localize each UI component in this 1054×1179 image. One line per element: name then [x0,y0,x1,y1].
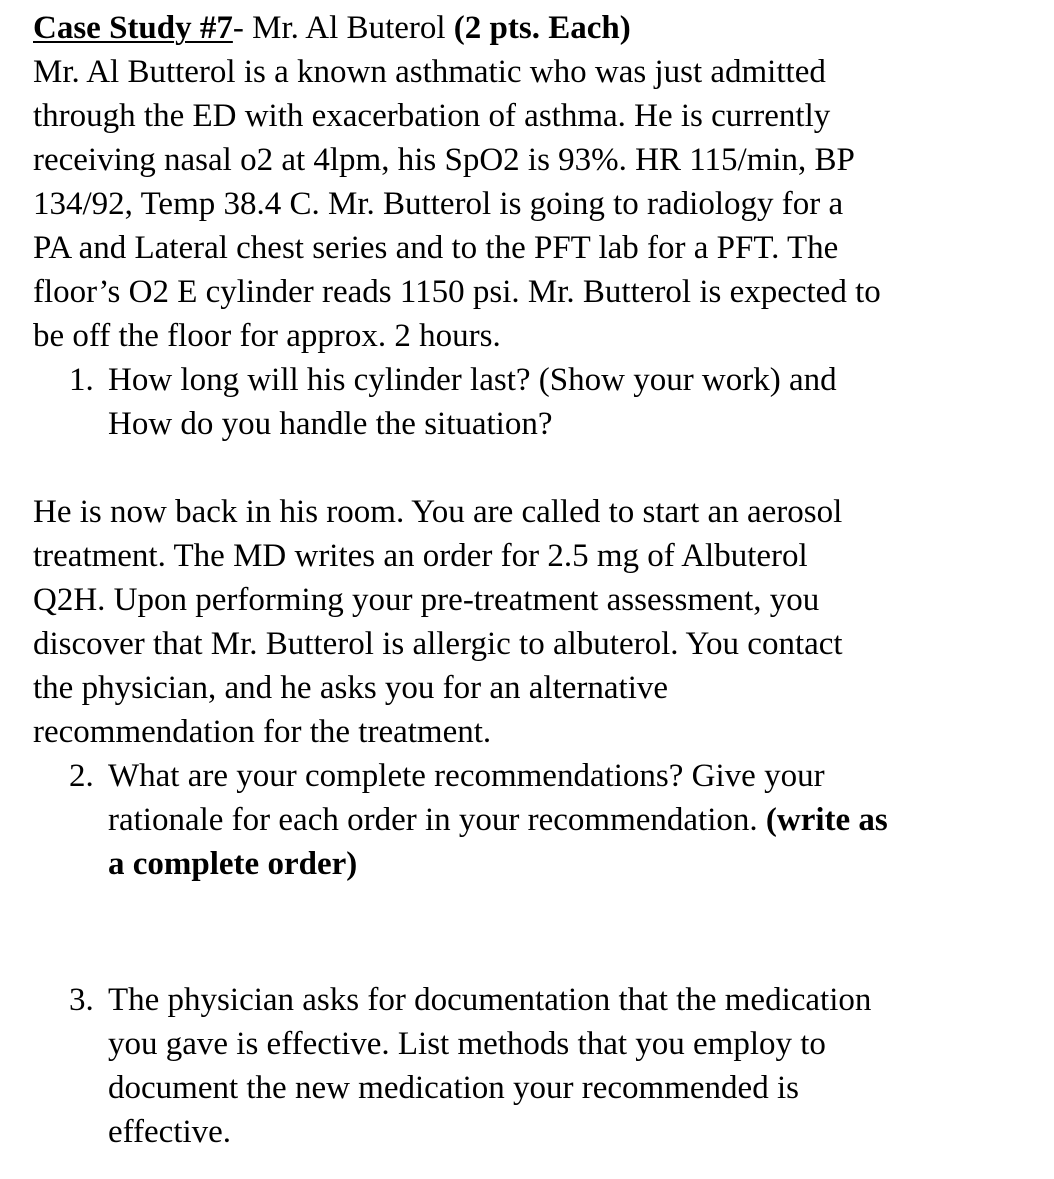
case-study-label: Case Study #7 [33,10,233,46]
question-3-continued [33,1066,1033,1110]
case-study-heading [33,6,1033,50]
intro-line: be off the floor for approx. 2 hours. [33,318,501,354]
question-3-text: document the new medication your recommended is [108,1070,799,1106]
intro-line: Mr. Al Butterol is a known asthmatic who was just admitted [33,54,826,90]
intro-line: receiving nasal o2 at 4lpm, his SpO2 is 93%. HR 115/min, BP [33,142,855,178]
question-2-text: What are your complete recommendations? Give your [108,758,825,794]
question-1-number: 1. [69,362,94,398]
question-2-rationale: rationale for each order in your recommendation. [108,802,766,838]
question-2-text [108,798,888,842]
spacer [33,446,1033,490]
question-3-number: 3. [69,982,94,1018]
scenario-line: recommendation for the treatment. [33,714,492,750]
case-study-document [33,6,1033,1154]
intro-line: through the ED with exacerbation of asthma. He is currently [33,98,831,134]
scenario-line: discover that Mr. Butterol is allergic to albuterol. You contact [33,626,843,662]
question-2-continued [33,798,1033,842]
question-2 [33,754,1033,798]
question-1-continued [33,402,1033,446]
question-2-instruction: (write as [765,802,888,838]
intro-line: floor’s O2 E cylinder reads 1150 psi. Mr. Butterol is expected to [33,274,881,310]
question-2-instruction: a complete order) [108,846,358,882]
question-3-text: The physician asks for documentation that the medication [108,982,872,1018]
question-1-text: How long will his cylinder last? (Show your work) and [108,362,837,398]
points-label: (2 pts. Each) [453,10,631,46]
question-3-text: you gave is effective. List methods that you employ to [108,1026,826,1062]
scenario-line: the physician, and he asks you for an alternative [33,670,669,706]
patient-name-heading: - Mr. Al Buterol [232,10,454,46]
question-2-number: 2. [69,758,94,794]
question-3-continued [33,1110,1033,1154]
question-1-text: How do you handle the situation? [108,406,553,442]
spacer [33,886,1033,974]
question-3-text: effective. [108,1114,232,1150]
question-3-continued [33,1022,1033,1066]
intro-line: PA and Lateral chest series and to the PFT lab for a PFT. The [33,230,839,266]
question-2-continued [33,842,1033,886]
scenario-line: Q2H. Upon performing your pre-treatment assessment, you [33,582,820,618]
question-3 [33,978,1033,1022]
scenario-line: He is now back in his room. You are called to start an aerosol [33,494,843,530]
question-1 [33,358,1033,402]
intro-line: 134/92, Temp 38.4 C. Mr. Butterol is going to radiology for a [33,186,844,222]
scenario-line: treatment. The MD writes an order for 2.5 mg of Albuterol [33,538,808,574]
